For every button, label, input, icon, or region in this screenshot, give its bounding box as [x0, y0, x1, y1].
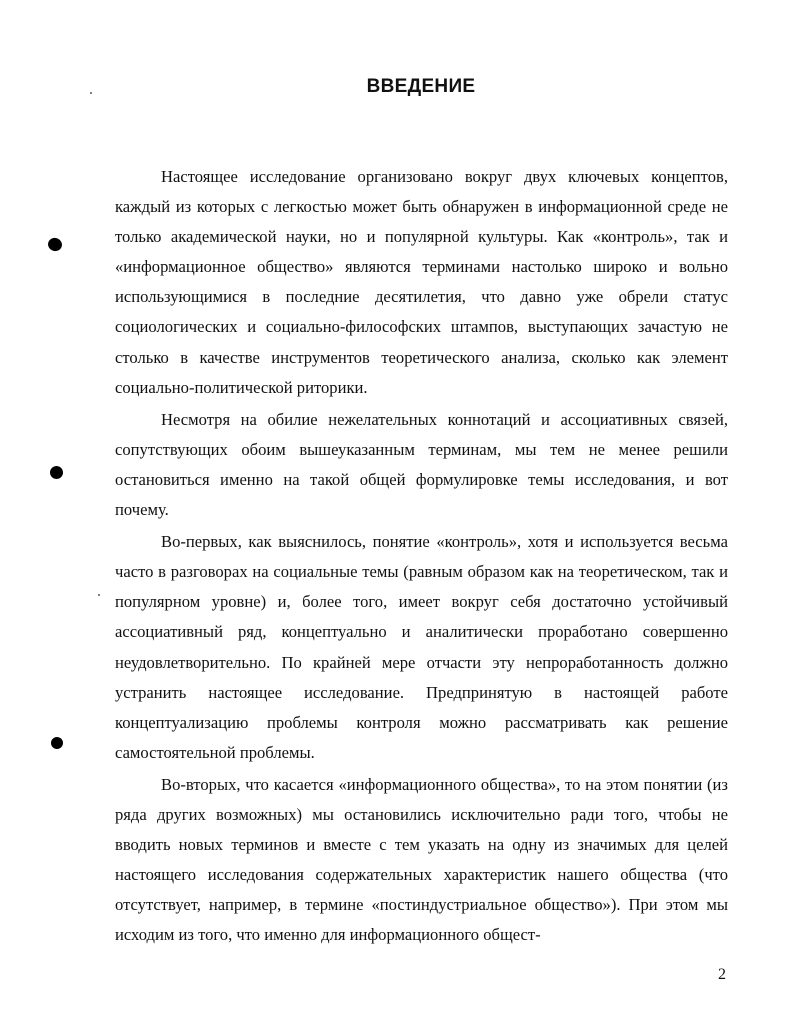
paragraph-2: Несмотря на обилие нежелательных коннотаций и ассоциативных связей, сопутствующих обоим вышеуказанным терминам, мы тем не менее решили остановиться именно на такой общей формулировке темы исследования, и вот почему.	[115, 409, 728, 520]
paragraph-4: Во-вторых, что касается «информационного общества», то на этом понятии (из ряда других возможных) мы остановились исключительно ради того, чтобы не вводить новых терминов и вместе с тем указать на одну из значимых для целей настоящего исследования содержательных характеристик нашего общества (что отсутствует, например, в термине «постиндустриальное общество»). При этом мы исходим из того, что именно для информационного общест-	[115, 774, 728, 945]
scan-speck	[98, 594, 100, 596]
binder-hole-mark	[49, 465, 65, 481]
binder-hole-mark	[50, 736, 64, 750]
chapter-title: ВВЕДЕНИЕ	[366, 76, 476, 97]
body-text	[115, 162, 728, 952]
binder-hole-mark	[46, 236, 64, 253]
paragraph-1: Настоящее исследование организовано вокруг двух ключевых концептов, каждый из которых с легкостью может быть обнаружен в информационной среде не только академической науки, но и популярной культуры. Как «контроль», так и «информационное общество» являются терминами настолько широко и вольно использующимися в последние десятилетия, что давно уже обрели статус социологических и социально-философских штампов, выступающих зачастую не столько в качестве инструментов теоретического анализа, сколько как элемент социально-политической риторики.	[115, 167, 728, 397]
paragraph-3: Во-первых, как выяснилось, понятие «контроль», хотя и используется весьма часто в разговорах на социальные темы (равным образом как на теоретическом, так и популярном уровне) и, более того, имеет вокруг себя достаточно устойчивый ассоциативный ряд, концептуально и аналитически проработано совершенно неудовлетворительно. По крайней мере отчасти эту непроработанность должно устранить настоящее исследование. Предпринятую в настоящей работе концептуализацию проблемы контроля можно рассматривать как решение самостоятельной проблемы.	[115, 532, 728, 762]
page-number: 2	[718, 966, 726, 983]
